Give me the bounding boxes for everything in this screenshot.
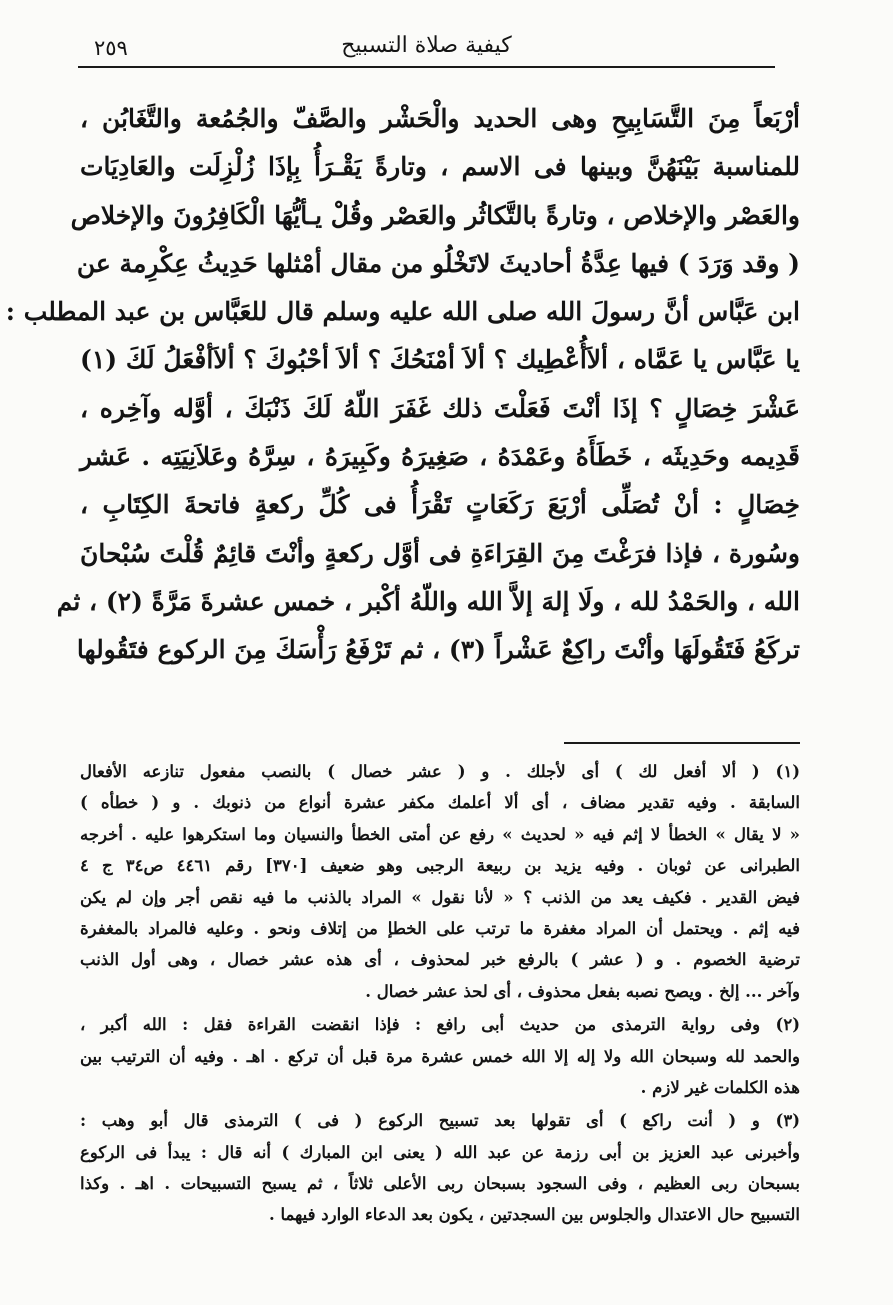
main-text [5,95,800,675]
body-line: ابن عَبَّاس أنَّ رسولَ الله صلى الله عليه وسلم قال للعَبَّاس بن عبد المطلب : [5,297,800,327]
running-title: كيفية صلاة التسبيح [341,33,512,58]
body-line: ( وقد وَرَدَ ) فيها عِدَّةُ أحاديثَ لاتَخْلُو من مقال أمْثلها حَدِيثُ عِكْرِمة عن [76,248,800,278]
body-line: وسُورة ، فإذا فرَغْتَ مِنَ القِرَاءَةِ فى أوَّل ركعةٍ وأنْتَ قائِمٌ قُلْتَ سُبْحانَ [80,538,800,568]
footnote-line: الطبرانى عن ثوبان . وفيه يزيد بن ربيعة الرجبى وهو ضعيف [٣٧٠] رقم ٤٤٦١ ص٣٤ ج ٤ [80,856,801,876]
footnote-line: فيه إثم . ويحتمل أن المراد مغفرة ما ترتب على الخطإ من إتلاف ونحو . وعليه فالمراد بالمغفرة [80,918,800,938]
body-line: للمناسبة بَيْنَهُنَّ وبينها فى الاسم ، وتارةً يَقْـرَأُ بِإذَا زُلْزِلَت والعَادِيَات [80,152,800,182]
footnote-line: والحمد لله وسبحان الله ولا إله إلا الله خمس عشرة مرة قبل أن تركع . اهـ . وفيه أن الترتيب بين [80,1046,800,1066]
body-line: والعَصْر والإخلاص ، وتارةً بالتَّكاثُر والعَصْر وقُلْ يـأيُّهَا الْكَافِرُونَ والإخلاص [70,200,800,230]
body-line: عَشْرَ خِصَالٍ ؟ إذَا أنْتَ فَعَلْتَ ذلك غَفَرَ اللّهُ لَكَ ذَنْبَكَ ، أوَّله وآخِره ، [80,393,800,423]
footnote-line: « لا يقال » الخطأ لا إثم فيه « لحديث » رفع عن أمتى الخطأ والنسيان وما استكرهوا عليه . أخرجه [80,824,800,844]
footnote-line: فيض القدير . فكيف يعد من الذنب ؟ « لأنا نقول » المراد بالذنب ما فيه نقص أجر وإن لم يكن [80,887,800,907]
footnote-line: (٣) و ( أنت راكع ) أى تقولها بعد تسبيح الركوع ( فى ) الترمذى قال أبو وهب : [80,1111,800,1131]
footnote-separator [564,742,800,744]
footnote-2 [80,1009,800,1103]
footnotes [80,756,800,1231]
footnote-line: بسبحان ربى العظيم ، وفى السجود بسبحان ربى الأعلى ثلاثاً ، ثم يسبح التسبيحات . اهـ . وكذا [80,1174,800,1194]
footnote-line: (٢) وفى رواية الترمذى من حديث أبى رافع : فإذا انقضت القراءة فقل : الله أكبر ، [80,1015,800,1035]
footnote-line: السابقة . وفيه تقدير مضاف ، أى ألا أعلمك مكفر عشرة أنواع من ذنوبك . و ( خطأه ) [80,793,800,813]
footnote-line: هذه الكلمات غير لازم . [640,1077,800,1097]
page-number: ٢٥٩ [94,36,128,60]
footnote-3 [80,1105,800,1231]
body-line: قَدِيمه وحَدِيثَه ، خَطَأَهُ وعَمْدَهُ ، صَغِيرَهُ وكَبِيرَهُ ، سِرَّهُ وعَلاَنِيَتِه . عَشر [80,442,800,472]
footnote-line: (١) ( ألا أفعل لك ) أى لأجلك . و ( عشر خصال ) بالنصب مفعول تنازعه الأفعال [80,762,800,781]
footnote-line: ترضية الخصوم . و ( عشر ) بالرفع خبر لمحذوف ، أى هذه عشر خصال ، وهى أول الذنب [80,950,800,970]
footnote-line: وآخر ... إلخ . ويصح نصبه بفعل محذوف ، أى لحذ عشر خصال . [365,981,800,1001]
footnote-line: وأخبرنى عبد العزيز بن أبى رزمة عن عبد الله ( يعنى ابن المبارك ) أنه قال : يبدأ فى الركوع [80,1142,800,1162]
footnote-line: التسبيح حال الاعتدال والجلوس بين السجدتين ، يكون بعد الدعاء الوارد فيهما . [269,1205,800,1225]
footnote-1 [80,756,800,1007]
body-line: أرْبَعاً مِنَ التَّسَابِيحِ وهى الحديد والْحَشْر والصَّفّ والجُمُعة والتَّغَابُن ، [80,104,800,133]
header-rule [78,66,775,68]
page-header [80,30,773,66]
body-line: تركَعُ فَتَقُولَهَا وأنْتَ راكِعٌ عَشْراً (٣) ، ثم تَرْفَعُ رَأْسَكَ مِنَ الركوع فتَقُولها [76,635,800,665]
body-line: الله ، والحَمْدُ لله ، ولَا إلهَ إلاَّ الله واللّهُ أكْبر ، خمس عشرةَ مَرَّةً (٢) ، ثم [56,586,800,616]
body-line: خِصَالٍ : أنْ تُصَلِّى أرْبَعَ رَكَعَاتٍ تَقْرَأُ فى كُلِّ ركعةٍ فاتحةَ الكِتَابِ ، [80,490,800,520]
body-line: يا عَبَّاس يا عَمَّاه ، ألاَأُعْطِيك ؟ ألاَ أمْنَحُكَ ؟ ألاَ أحْبُوكَ ؟ ألاَأفْعَلُ لَكَ (١) [80,345,800,375]
